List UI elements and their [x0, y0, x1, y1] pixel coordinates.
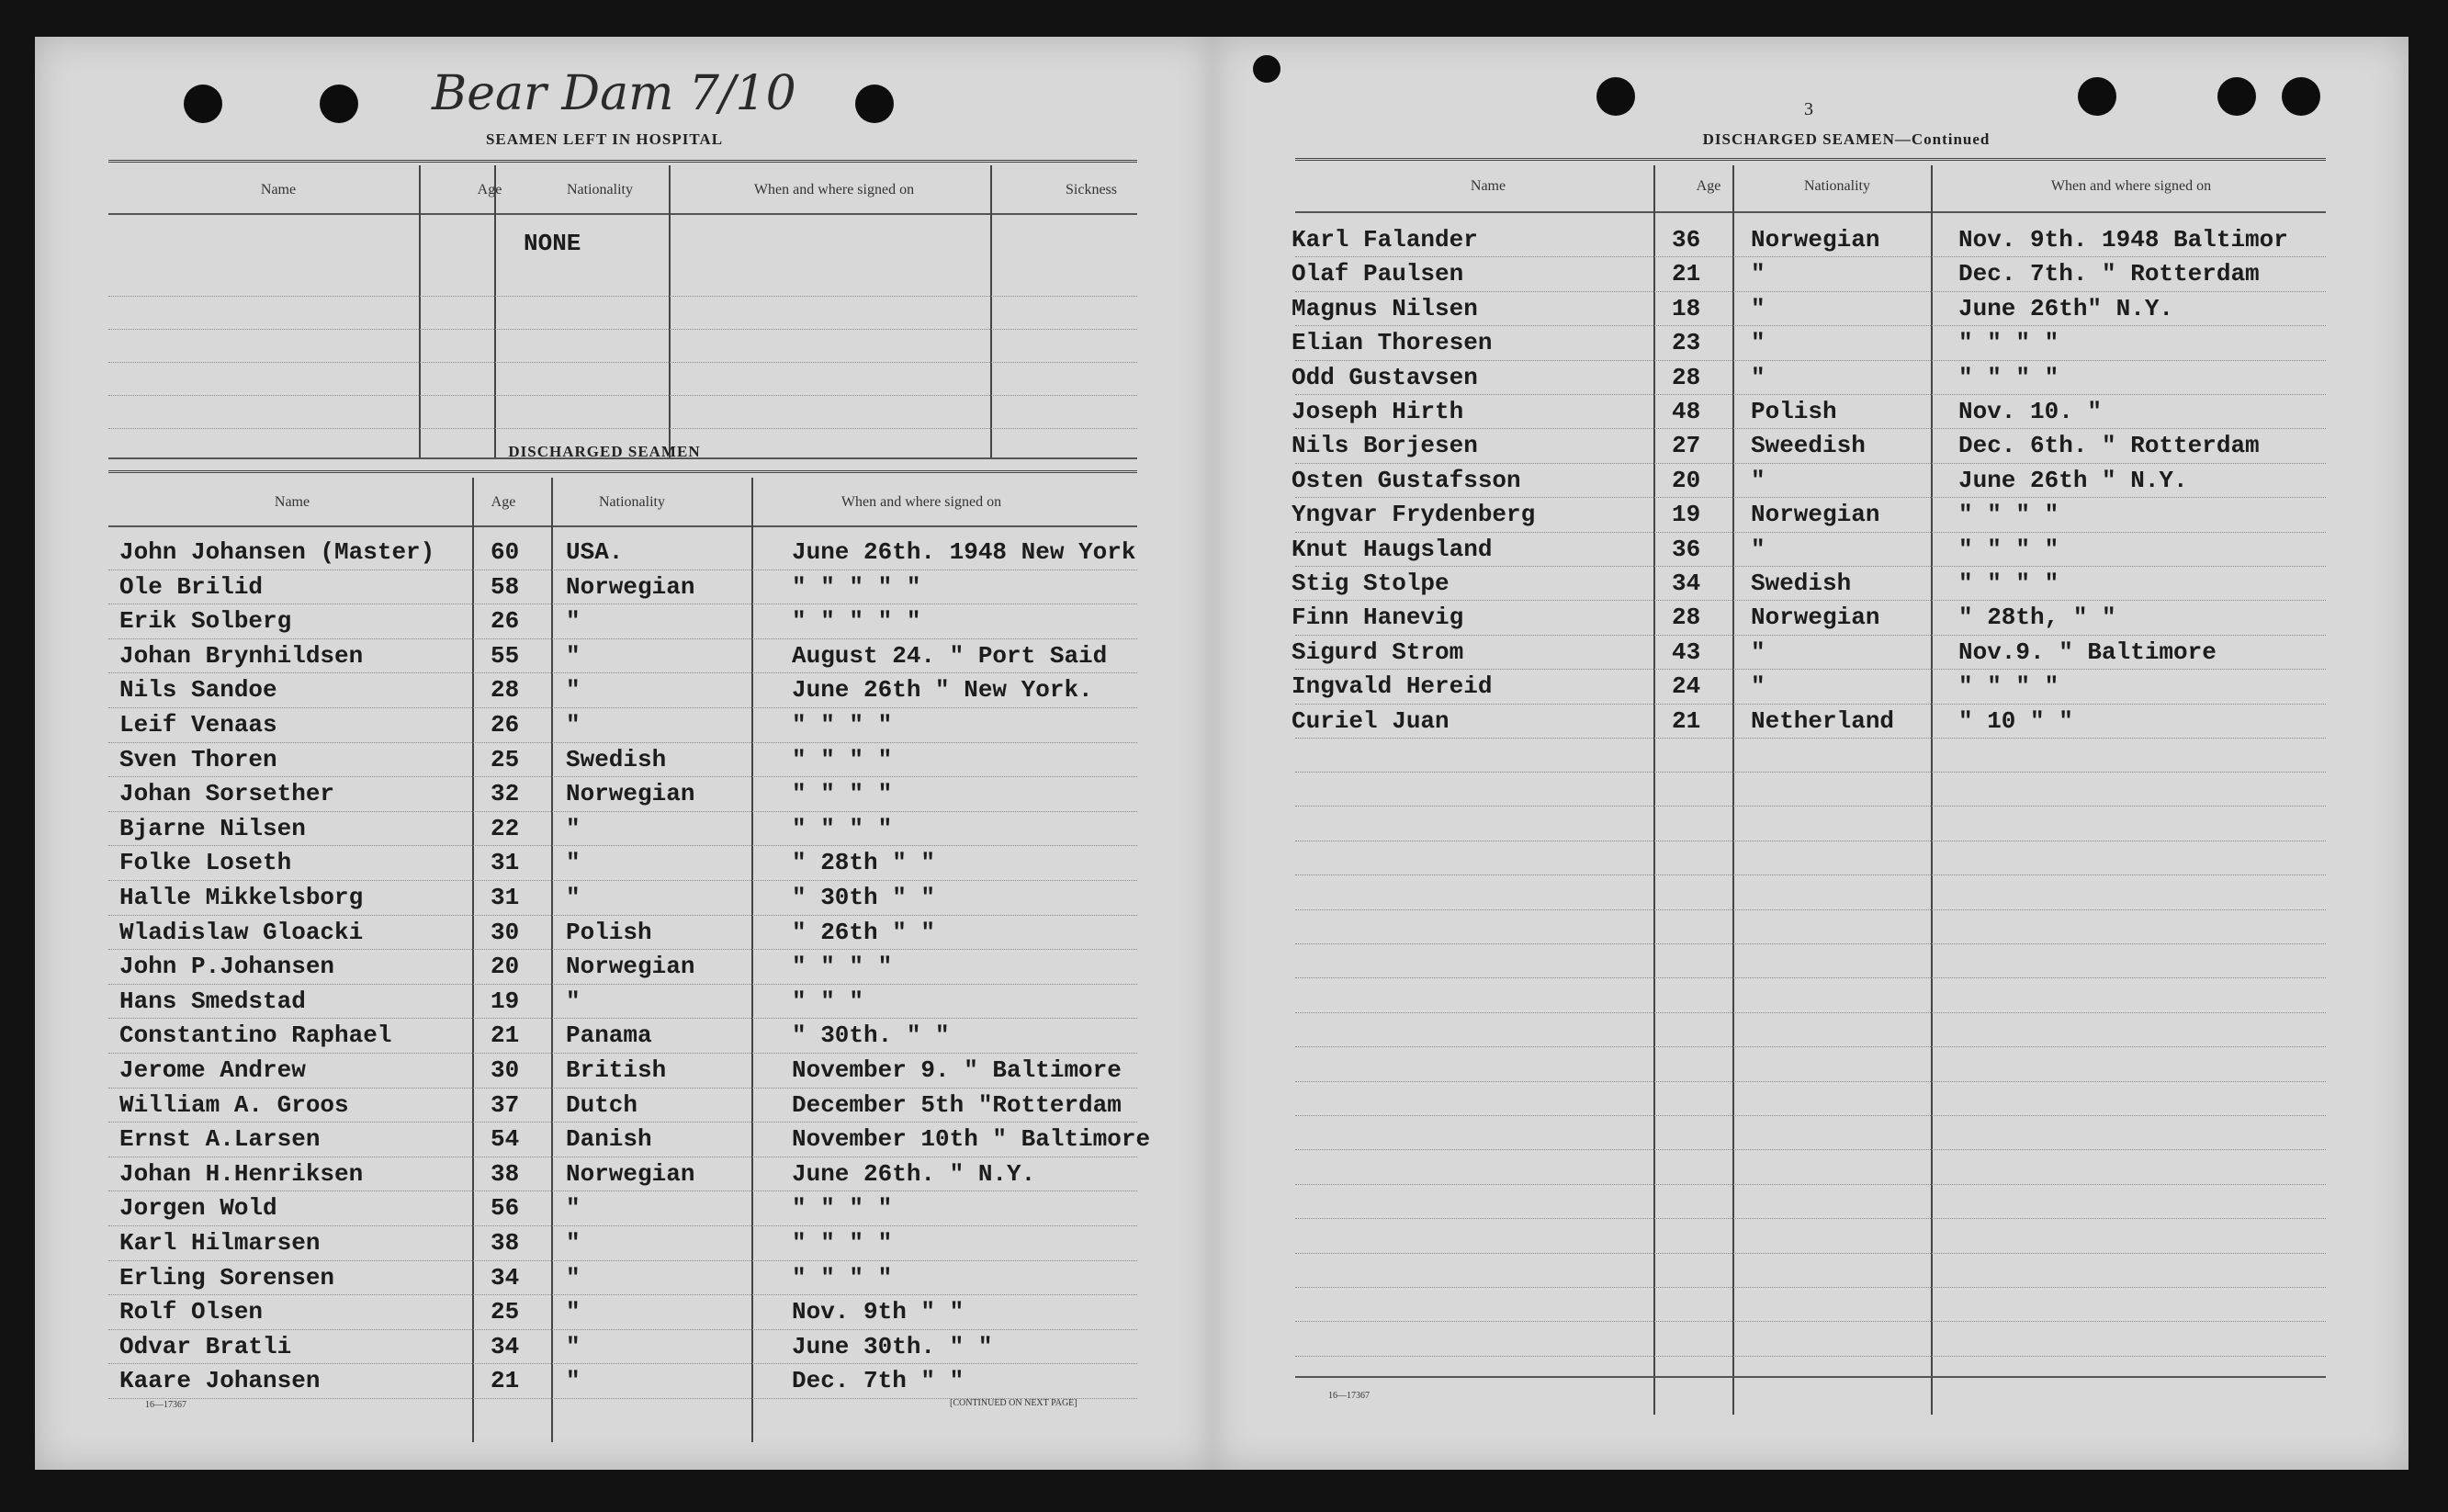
seaman-nationality: " [566, 711, 581, 739]
seaman-name: Leif Venaas [119, 711, 277, 739]
seaman-nationality: Polish [1751, 398, 1837, 425]
seaman-age: 58 [491, 572, 520, 601]
seaman-name: Elian Thoresen [1292, 329, 1493, 357]
seaman-nationality: " [566, 1332, 581, 1360]
row-rule [1295, 1321, 2326, 1322]
seaman-nationality: Polish [566, 918, 652, 946]
seaman-nationality: " [566, 987, 581, 1015]
rule [108, 428, 1137, 429]
row-rule [108, 915, 1137, 916]
rule [494, 165, 496, 459]
seaman-nationality: " [566, 1194, 581, 1223]
row-rule [1295, 806, 2326, 807]
discharged-header-signed: When and where signed on [840, 494, 1002, 510]
form-number: 16—17367 [145, 1400, 186, 1410]
seaman-age: 23 [1672, 329, 1701, 357]
seaman-nationality: " [1751, 329, 1765, 357]
seaman-age: 48 [1672, 398, 1701, 425]
seaman-nationality: " [1751, 294, 1765, 322]
seaman-nationality: " [566, 641, 581, 670]
seaman-signed-on: " " " " [1958, 570, 2059, 597]
seaman-signed-on: " " " " " [792, 607, 921, 636]
row-rule [108, 811, 1137, 812]
rule [108, 160, 1137, 163]
row-rule [1295, 669, 2326, 670]
seaman-age: 28 [1672, 363, 1701, 391]
seaman-age: 26 [491, 711, 520, 739]
hospital-header-nationality: Nationality [567, 182, 633, 197]
seaman-age: 56 [491, 1194, 520, 1223]
seaman-age: 34 [1672, 570, 1701, 597]
seaman-signed-on: Dec. 7th. " Rotterdam [1958, 260, 2260, 288]
seaman-name: Erling Sorensen [119, 1263, 335, 1292]
row-rule [108, 742, 1137, 743]
seaman-signed-on: " 26th " " [792, 918, 936, 946]
row-rule [108, 1190, 1137, 1191]
seaman-age: 43 [1672, 638, 1701, 666]
row-rule [108, 776, 1137, 777]
seaman-name: Bjarne Nilsen [119, 814, 306, 842]
seaman-age: 60 [491, 538, 520, 566]
row-rule [108, 707, 1137, 708]
seaman-nationality: Norwegian [566, 572, 695, 601]
rule [419, 165, 421, 459]
row-rule [1295, 325, 2326, 326]
rule [108, 395, 1137, 396]
seaman-name: Johan Sorsether [119, 780, 335, 808]
seaman-age: 25 [491, 1298, 520, 1326]
seaman-age: 24 [1672, 672, 1701, 701]
row-rule [108, 1225, 1137, 1226]
row-rule [1295, 497, 2326, 498]
rule [551, 478, 553, 1442]
row-rule [1295, 566, 2326, 567]
continued-header-nationality: Nationality [1804, 178, 1870, 194]
seaman-signed-on: " " " " [1958, 535, 2059, 563]
seaman-signed-on: " 30th. " " [792, 1021, 950, 1050]
row-rule [108, 1294, 1137, 1295]
rule [1732, 165, 1734, 1415]
seaman-name: John Johansen (Master) [119, 538, 435, 566]
row-rule [108, 845, 1137, 846]
seaman-nationality: " [566, 814, 581, 842]
seaman-age: 19 [1672, 501, 1701, 529]
discharged-header-age: Age [491, 494, 516, 510]
seaman-age: 31 [491, 884, 520, 911]
seaman-name: Joseph Hirth [1292, 398, 1464, 425]
punch-hole [184, 85, 222, 123]
seaman-name: Johan H.Henriksen [119, 1159, 364, 1188]
seaman-name: Ole Brilid [119, 572, 264, 601]
seaman-nationality: " [566, 1367, 581, 1395]
seaman-signed-on: Nov.9. " Baltimore [1958, 638, 2217, 666]
seaman-age: 21 [1672, 260, 1701, 288]
punch-hole [1596, 77, 1635, 116]
seaman-age: 21 [491, 1021, 520, 1050]
seaman-age: 30 [491, 1056, 520, 1084]
seaman-nationality: Swedish [1751, 570, 1852, 597]
seaman-age: 34 [491, 1332, 520, 1360]
seaman-name: Odd Gustavsen [1292, 363, 1478, 391]
rule [990, 165, 992, 459]
row-rule [108, 880, 1137, 881]
rule [1653, 165, 1655, 1415]
seaman-nationality: Swedish [566, 745, 667, 773]
row-rule [1295, 1115, 2326, 1116]
seaman-age: 32 [491, 780, 520, 808]
seaman-age: 37 [491, 1090, 520, 1119]
seaman-name: Odvar Bratli [119, 1332, 292, 1360]
row-rule [1295, 1253, 2326, 1254]
seaman-name: Nils Borjesen [1292, 432, 1478, 460]
seaman-nationality: " [566, 884, 581, 911]
seaman-age: 22 [491, 814, 520, 842]
seaman-name: Nils Sandoe [119, 676, 277, 705]
row-rule [1295, 1287, 2326, 1288]
right-page [1213, 37, 2409, 1470]
row-rule [1295, 256, 2326, 257]
seaman-signed-on: June 30th. " " [792, 1332, 993, 1360]
seaman-nationality: Dutch [566, 1090, 638, 1119]
continued-header-signed: When and where signed on [2050, 178, 2212, 194]
seaman-age: 20 [1672, 466, 1701, 494]
row-rule [1295, 600, 2326, 601]
row-rule [1295, 532, 2326, 533]
seaman-name: John P.Johansen [119, 953, 335, 981]
continued-header-name: Name [1470, 178, 1506, 194]
handwritten-note: Bear Dam 7/10 [432, 66, 796, 121]
row-rule [1295, 943, 2326, 944]
seaman-name: Folke Loseth [119, 849, 292, 877]
seaman-age: 31 [491, 849, 520, 877]
seaman-nationality: " [1751, 672, 1765, 701]
seaman-nationality: British [566, 1056, 667, 1084]
row-rule [1295, 1081, 2326, 1082]
seaman-signed-on: " 28th, " " [1958, 604, 2116, 632]
seaman-signed-on: " " " " [1958, 329, 2059, 357]
seaman-age: 55 [491, 641, 520, 670]
row-rule [1295, 772, 2326, 773]
seaman-nationality: Netherland [1751, 706, 1895, 735]
seaman-nationality: " [566, 1229, 581, 1257]
seaman-age: 36 [1672, 226, 1701, 254]
row-rule [1295, 909, 2326, 910]
seaman-nationality: " [566, 1298, 581, 1326]
seaman-signed-on: " " " " " [792, 572, 921, 601]
seaman-age: 30 [491, 918, 520, 946]
seaman-age: 28 [1672, 604, 1701, 632]
seaman-nationality: " [566, 849, 581, 877]
seaman-nationality: " [566, 676, 581, 705]
seaman-name: Erik Solberg [119, 607, 292, 636]
seaman-name: Sven Thoren [119, 745, 277, 773]
seaman-age: 38 [491, 1159, 520, 1188]
seaman-nationality: Norwegian [566, 953, 695, 981]
rule [108, 296, 1137, 297]
rule [108, 213, 1137, 215]
seaman-age: 36 [1672, 535, 1701, 563]
punch-hole [320, 85, 358, 123]
seaman-age: 18 [1672, 294, 1701, 322]
seaman-signed-on: June 26th. " N.Y. [792, 1159, 1036, 1188]
seaman-nationality: " [1751, 638, 1765, 666]
seaman-age: 21 [1672, 706, 1701, 735]
row-rule [1295, 635, 2326, 636]
seaman-name: Ernst A.Larsen [119, 1125, 321, 1154]
seaman-signed-on: June 26th " N.Y. [1958, 466, 2188, 494]
row-rule [1295, 1356, 2326, 1357]
row-rule [108, 672, 1137, 673]
seaman-signed-on: November 10th " Baltimore [792, 1125, 1151, 1154]
seaman-signed-on: " 28th " " [792, 849, 936, 877]
seaman-age: 28 [491, 676, 520, 705]
seaman-name: Jerome Andrew [119, 1056, 306, 1084]
rule [108, 329, 1137, 330]
discharged-continued-title: DISCHARGED SEAMEN—Continued [1702, 130, 1991, 148]
rule [108, 362, 1137, 363]
punch-hole [2282, 77, 2320, 116]
row-rule [108, 1018, 1137, 1019]
seaman-nationality: " [1751, 260, 1765, 288]
rule [108, 470, 1137, 473]
seaman-name: William A. Groos [119, 1090, 349, 1119]
row-rule [1295, 291, 2326, 292]
seaman-signed-on: August 24. " Port Said [792, 641, 1108, 670]
row-rule [108, 1088, 1137, 1089]
seaman-nationality: Sweedish [1751, 432, 1866, 460]
seaman-signed-on: December 5th "Rotterdam [792, 1090, 1122, 1119]
row-rule [108, 949, 1137, 950]
seaman-signed-on: Nov. 9th. 1948 Baltimor [1958, 226, 2288, 254]
seaman-name: Finn Hanevig [1292, 604, 1464, 632]
seaman-signed-on: November 9. " Baltimore [792, 1056, 1122, 1084]
seaman-name: Ingvald Hereid [1292, 672, 1493, 701]
seaman-age: 19 [491, 987, 520, 1015]
seaman-signed-on: " " " " [1958, 501, 2059, 529]
seaman-signed-on: " " " " [792, 814, 893, 842]
seaman-nationality: Norwegian [566, 780, 695, 808]
discharged-header-name: Name [274, 494, 310, 510]
row-rule [1295, 1149, 2326, 1150]
seaman-nationality: " [566, 1263, 581, 1292]
seaman-age: 20 [491, 953, 520, 981]
punch-hole [2078, 77, 2116, 116]
row-rule [108, 638, 1137, 639]
rule [1295, 211, 2326, 213]
row-rule [1295, 463, 2326, 464]
row-rule [1295, 738, 2326, 739]
seaman-name: Osten Gustafsson [1292, 466, 1521, 494]
seaman-name: Sigurd Strom [1292, 638, 1464, 666]
seaman-signed-on: " " " " [792, 745, 893, 773]
seaman-name: Hans Smedstad [119, 987, 306, 1015]
seaman-name: Karl Hilmarsen [119, 1229, 321, 1257]
row-rule [108, 1053, 1137, 1054]
discharged-title: DISCHARGED SEAMEN [508, 443, 701, 460]
rule [751, 478, 753, 1442]
seaman-name: Curiel Juan [1292, 706, 1450, 735]
seaman-age: 25 [491, 745, 520, 773]
seaman-nationality: Panama [566, 1021, 652, 1050]
row-rule [108, 1122, 1137, 1123]
row-rule [1295, 874, 2326, 875]
seaman-name: Jorgen Wold [119, 1194, 277, 1223]
seaman-signed-on: Dec. 7th " " [792, 1367, 965, 1395]
seaman-nationality: Norwegian [566, 1159, 695, 1188]
row-rule [1295, 428, 2326, 429]
row-rule [1295, 1218, 2326, 1219]
seaman-nationality: " [566, 607, 581, 636]
seaman-signed-on: Nov. 10. " [1958, 398, 2103, 425]
seaman-nationality: Norwegian [1751, 226, 1880, 254]
seaman-name: Halle Mikkelsborg [119, 884, 364, 911]
seaman-signed-on: " 10 " " [1958, 706, 2073, 735]
seaman-signed-on: " " " " [1958, 672, 2059, 701]
seaman-name: Kaare Johansen [119, 1367, 321, 1395]
hospital-title: SEAMEN LEFT IN HOSPITAL [485, 130, 724, 148]
hospital-header-signed: When and where signed on [753, 182, 915, 197]
rule [669, 165, 671, 459]
seaman-name: Wladislaw Gloacki [119, 918, 364, 946]
rule [108, 525, 1137, 527]
rule [1295, 1376, 2326, 1378]
seaman-nationality: " [1751, 363, 1765, 391]
hospital-none: NONE [524, 230, 581, 257]
seaman-name: Johan Brynhildsen [119, 641, 364, 670]
seaman-nationality: " [1751, 466, 1765, 494]
left-page [35, 37, 1213, 1470]
row-rule [1295, 977, 2326, 978]
rule [1295, 158, 2326, 161]
seaman-age: 21 [491, 1367, 520, 1395]
punch-hole [1253, 55, 1280, 83]
seaman-signed-on: Dec. 6th. " Rotterdam [1958, 432, 2260, 460]
row-rule [108, 1363, 1137, 1364]
seaman-signed-on: " " " " [792, 780, 893, 808]
row-rule [1295, 394, 2326, 395]
row-rule [108, 984, 1137, 985]
seaman-age: 26 [491, 607, 520, 636]
seaman-signed-on: June 26th" N.Y. [1958, 294, 2174, 322]
seaman-signed-on: " " " " [792, 711, 893, 739]
punch-hole [2217, 77, 2256, 116]
hospital-header-age: Age [477, 182, 502, 197]
continued-header-age: Age [1696, 178, 1721, 194]
row-rule [1295, 1012, 2326, 1013]
seaman-signed-on: " " " " [792, 1229, 893, 1257]
page-number: 3 [1804, 99, 1813, 119]
row-rule [108, 1260, 1137, 1261]
seaman-nationality: " [1751, 535, 1765, 563]
seaman-name: Olaf Paulsen [1292, 260, 1464, 288]
seaman-signed-on: June 26th. 1948 New York [792, 538, 1136, 566]
seaman-nationality: Norwegian [1751, 501, 1880, 529]
seaman-signed-on: " " " [792, 987, 864, 1015]
discharged-header-nationality: Nationality [599, 494, 665, 510]
hospital-header-name: Name [260, 182, 297, 197]
seaman-nationality: Danish [566, 1125, 652, 1154]
seaman-name: Knut Haugsland [1292, 535, 1493, 563]
row-rule [1295, 1184, 2326, 1185]
seaman-age: 54 [491, 1125, 520, 1154]
seaman-signed-on: " " " " [792, 1263, 893, 1292]
row-rule [1295, 704, 2326, 705]
seaman-nationality: Norwegian [1751, 604, 1880, 632]
seaman-signed-on: " 30th " " [792, 884, 936, 911]
hospital-header-sickness: Sickness [1066, 182, 1117, 197]
rule [472, 478, 474, 1442]
seaman-name: Magnus Nilsen [1292, 294, 1478, 322]
seaman-name: Stig Stolpe [1292, 570, 1450, 597]
seaman-name: Rolf Olsen [119, 1298, 264, 1326]
continued-note: [CONTINUED ON NEXT PAGE] [950, 1398, 1077, 1408]
seaman-signed-on: June 26th " New York. [792, 676, 1093, 705]
seaman-signed-on: " " " " [792, 953, 893, 981]
rule [1931, 165, 1933, 1415]
row-rule [1295, 1046, 2326, 1047]
form-number: 16—17367 [1328, 1391, 1370, 1401]
seaman-nationality: USA. [566, 538, 624, 566]
seaman-name: Constantino Raphael [119, 1021, 392, 1050]
seaman-signed-on: " " " " [1958, 363, 2059, 391]
seaman-name: Yngvar Frydenberg [1292, 501, 1536, 529]
seaman-age: 27 [1672, 432, 1701, 460]
seaman-signed-on: Nov. 9th " " [792, 1298, 965, 1326]
seaman-name: Karl Falander [1292, 226, 1478, 254]
seaman-signed-on: " " " " [792, 1194, 893, 1223]
row-rule [1295, 360, 2326, 361]
punch-hole [855, 85, 894, 123]
seaman-age: 38 [491, 1229, 520, 1257]
seaman-age: 34 [491, 1263, 520, 1292]
row-rule [108, 1329, 1137, 1330]
